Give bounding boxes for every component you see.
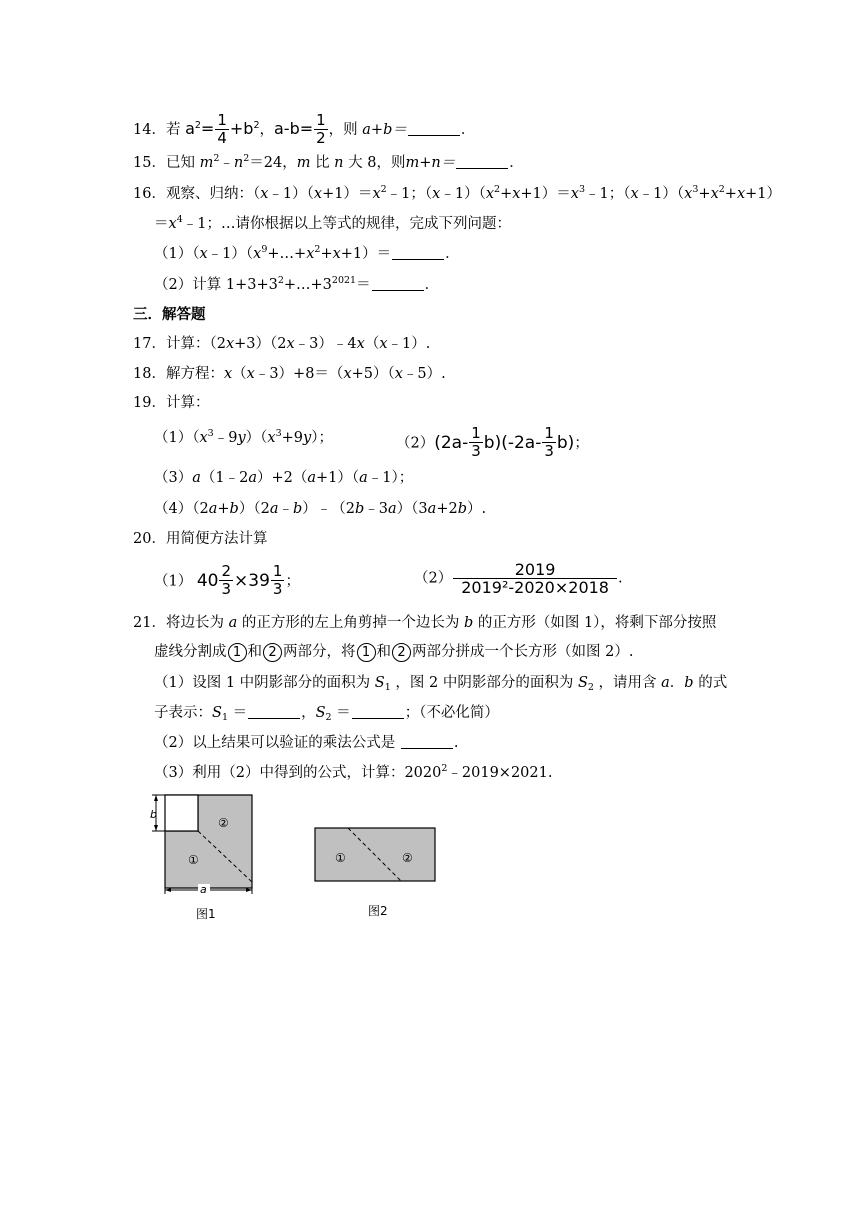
question-16: 16．观察、归纳：$(x﹣1)(x+1)=x^2﹣1$；$(x﹣1)(x^2+x+1)=x^3﹣1$；$(x﹣1)(x^3+x^2+x+1)$ (133, 184, 782, 202)
circled-number: 2 (263, 643, 282, 662)
question-number: 15． (133, 155, 166, 171)
figure-2 (310, 820, 440, 930)
circled-number: 1 (228, 643, 247, 662)
region-1-label: ① (335, 851, 346, 865)
label-a: a (200, 883, 207, 896)
circled-number: 2 (392, 643, 411, 662)
q19-part-2: （2）(2a- $\frac{1}{3}$ b)(-2a- $\frac{1}{3}$ b)； (396, 424, 589, 460)
q19-part-1: $(1)(x^3﹣9y)(x^3+9y)$； (154, 428, 333, 446)
q21-part-1-cont: 子表示：$S_1$ ＝ ，$S_2$ ＝ ；（不必化简） (154, 705, 499, 723)
q15-text: 已知 (165, 155, 195, 171)
q20-part-2: （2） $\frac{2019}{\text{2019²-2020×2018}}$ . (414, 560, 623, 597)
answer-blank (352, 703, 404, 719)
figure-1 (146, 790, 266, 930)
question-number: 14． (133, 122, 166, 138)
answer-blank (408, 120, 460, 136)
q21-part-2: （2）以上结果可以验证的乘法公式是 . (154, 735, 459, 751)
circled-number: 1 (357, 643, 376, 662)
question-21: 21．将边长为 a 的正方形的左上角剪掉一个边长为 b 的正方形（如图 1），将剩下部分按照 (133, 615, 717, 631)
label-b: b (150, 808, 157, 821)
question-18: 18．解方程：x（x﹣3）+8＝（x+5）（x﹣5）. (133, 366, 446, 382)
section-heading: 三．解答题 (133, 306, 206, 323)
q16-part-1: $(1)(x﹣1)(x^9+\dots+x^2+x+1)=$ ． (154, 244, 460, 262)
answer-blank (456, 153, 508, 169)
q14-formula: $a^2=$ $\frac{1}{4}$ $+b^2$ (185, 111, 260, 147)
region-2-label: ② (402, 851, 413, 865)
answer-blank (401, 733, 453, 749)
question-17: 17．计算：（2x+3）（2x﹣3）﹣4x（x﹣1）. (133, 336, 431, 352)
question-21-cont: 虚线分割成 1 和 2 两部分，将 1 和 2 两部分拼成一个长方形（如图 2）. (154, 644, 634, 660)
q19-part-3: （3）a（1﹣2a）+2（a+1）（a﹣1）； (154, 470, 414, 486)
q14-text: 若 (165, 122, 181, 138)
answer-blank (392, 244, 444, 260)
question-19: 19．计算： (133, 395, 210, 411)
q21-part-1: （1）设图 1 中阴影部分的面积为 $S_1$ ，图 2 中阴影部分的面积为 $S_2$ ，请用含 a．b 的式 (154, 675, 728, 693)
q16-part-2: （2）计算 $1+3+3^2+\dots+3^{2021}=$ ． (154, 275, 440, 293)
q20-part-1: （1） 40 $\frac{2}{3}$ ×39 $\frac{1}{3}$ ； (154, 562, 300, 598)
figure-1-caption: 图1 (196, 907, 216, 921)
q14-ask: a+b＝ (362, 122, 407, 138)
question-20: 20．用简便方法计算 (133, 531, 268, 547)
q21-part-3: （3）利用（2）中得到的公式，计算：$2020^2﹣2019\times 2021$. (154, 763, 553, 781)
q19-part-4: （4）（2a+b）（2a﹣b）﹣（2b﹣3a）（3a+2b）. (154, 501, 487, 517)
region-1-label: ① (188, 853, 199, 867)
q14-tail: ，则 (328, 122, 358, 138)
region-2-label: ② (218, 816, 229, 830)
answer-blank (248, 703, 300, 719)
q16-text: 观察、归纳： (165, 186, 253, 202)
question-15: 15．已知 $m^2﹣n^2=24$，m 比 n 大 8，则m+n＝ ． (133, 153, 524, 171)
question-number: 16． (133, 186, 166, 202)
question-14: 14．若 $a^2=$ $\frac{1}{4}$ $+b^2$，a-b= $\frac{1}{2}$ ，则 a+b＝ ． (133, 111, 476, 147)
figure-2-caption: 图2 (368, 904, 388, 918)
answer-blank (372, 275, 424, 291)
question-16-cont: $=x^4﹣1$；…请你根据以上等式的规律，完成下列问题： (154, 214, 511, 232)
